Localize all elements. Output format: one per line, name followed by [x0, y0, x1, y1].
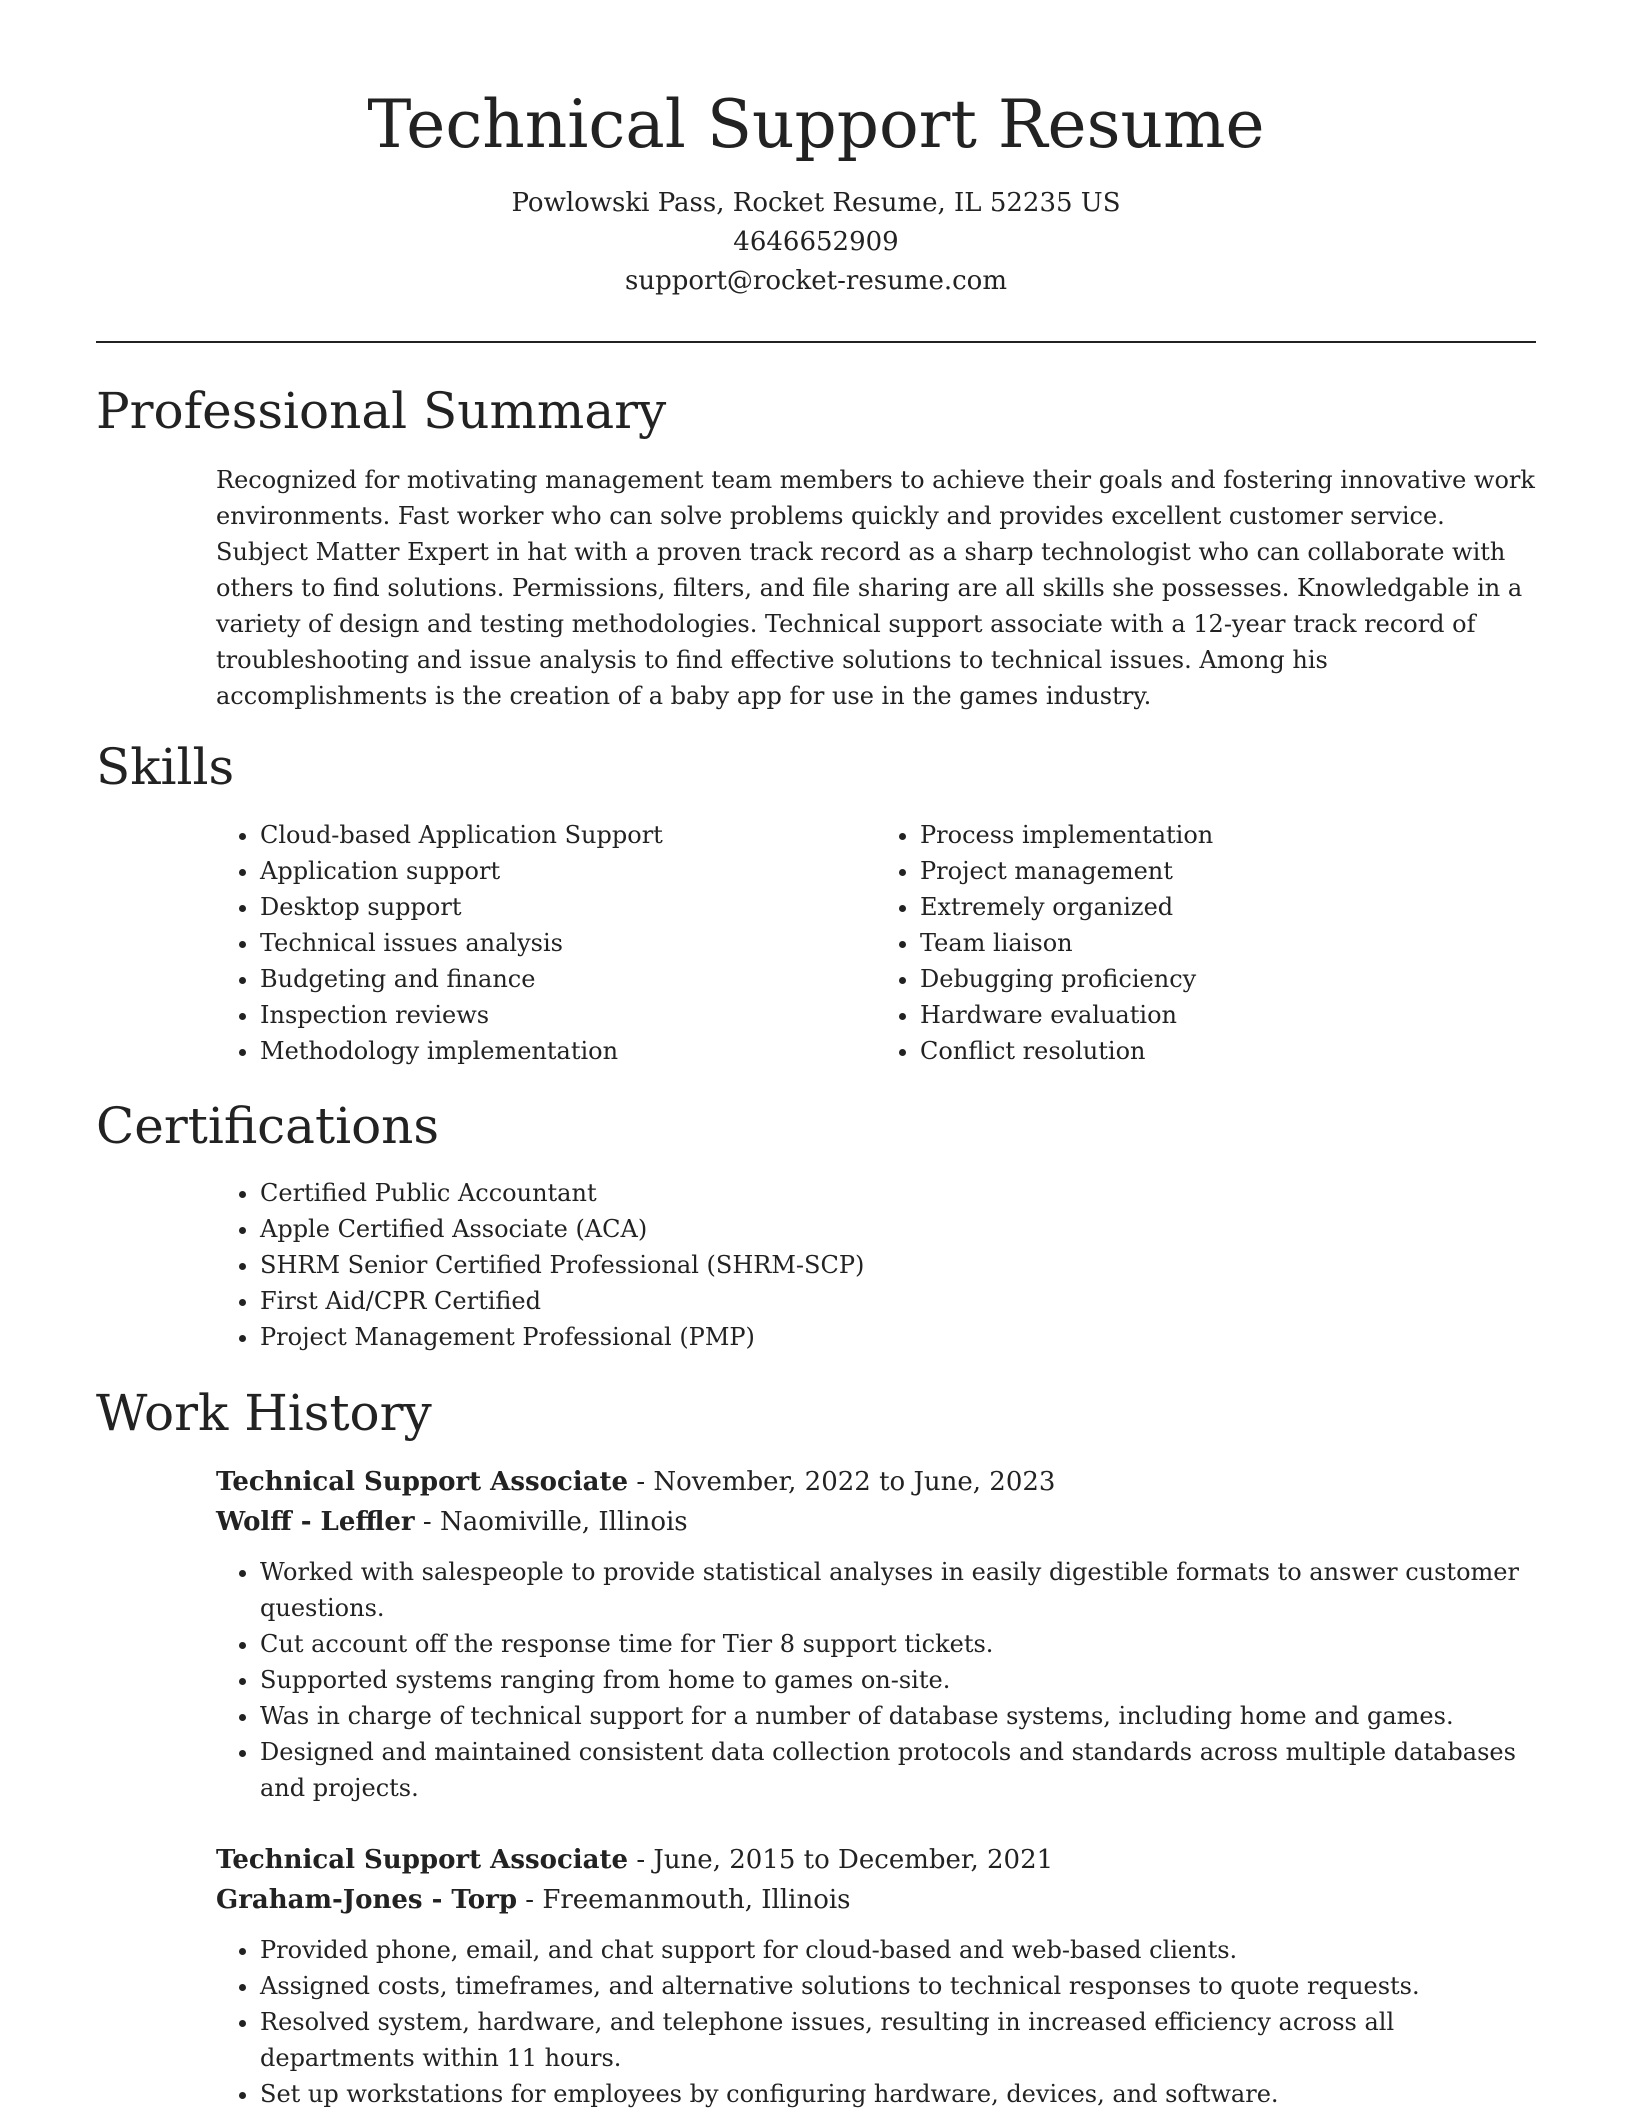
work-history-heading: Work History [96, 1384, 432, 1442]
job-entry [216, 1462, 1536, 1806]
job-bullets [216, 1932, 1536, 2112]
skill-item: • Hardware evaluation [920, 997, 1536, 1033]
skill-item: • Team liaison [920, 925, 1536, 961]
certification-item: • Project Management Professional (PMP) [260, 1319, 1536, 1355]
skill-item: • Desktop support [260, 889, 876, 925]
skill-item: • Project management [920, 853, 1536, 889]
job-title-line [216, 1462, 1536, 1502]
skills-column-left [216, 817, 876, 1069]
address: Powlowski Pass, Rocket Resume, IL 52235 US [511, 188, 1121, 218]
summary-heading: Professional Summary [96, 382, 667, 440]
resume-header [96, 80, 1536, 301]
job-bullet: • Designed and maintained consistent data collection protocols and standards across multiple databases and projects. [260, 1734, 1536, 1806]
skill-item: • Cloud-based Application Support [260, 817, 876, 853]
job-company: Graham-Jones - Torp [216, 1885, 518, 1915]
certifications-heading: Certifications [96, 1097, 440, 1155]
skill-item: • Debugging proficiency [920, 961, 1536, 997]
job-bullet: • Supported systems ranging from home to games on-site. [260, 1662, 1536, 1698]
job-company-line [216, 1502, 1536, 1542]
job-bullets [216, 1554, 1536, 1806]
job-dates: - June, 2015 to December, 2021 [628, 1845, 1054, 1875]
job-location: - Naomiville, Illinois [414, 1507, 688, 1537]
job-title: Technical Support Associate [216, 1467, 629, 1497]
skills-list [216, 817, 1536, 1069]
skill-item: • Methodology implementation [260, 1033, 876, 1069]
certification-item: • Certified Public Accountant [260, 1175, 1536, 1211]
skill-item: • Budgeting and finance [260, 961, 876, 997]
skills-heading: Skills [96, 738, 235, 796]
summary-text: Recognized for motivating management team members to achieve their goals and fostering innovative work environments. Fast worker who can solve problems quickly and provides excellent customer service. Subject Matter Expert in hat with a proven track record as a sharp technologist who can collaborate with others to find solutions. Permissions, filters, and file sharing are all skills she possesses. Knowledgable in a variety of design and testing methodologies. Technical support associate with a 12-year track record of troubleshooting and issue analysis to find effective solutions to technical issues. Among his accomplishments is the creation of a baby app for use in the games industry. [216, 466, 1535, 710]
job-bullet: • Provided phone, email, and chat support for cloud-based and web-based clients. [260, 1932, 1536, 1968]
email-address: support@rocket-resume.com [624, 266, 1007, 296]
job-title-line [216, 1840, 1536, 1880]
phone-number: 4646652909 [733, 227, 899, 257]
contact-info [96, 184, 1536, 301]
certifications-list [216, 1175, 1536, 1355]
job-bullet: • Resolved system, hardware, and telephone issues, resulting in increased efficiency across all departments within 11 hours. [260, 2004, 1536, 2076]
certification-item: • Apple Certified Associate (ACA) [260, 1211, 1536, 1247]
job-company-line [216, 1880, 1536, 1920]
job-company: Wolff - Leffler [216, 1507, 415, 1537]
skill-item: • Process implementation [920, 817, 1536, 853]
skill-item: • Extremely organized [920, 889, 1536, 925]
job-bullet: • Was in charge of technical support for a number of database systems, including home and games. [260, 1698, 1536, 1734]
job-bullet: • Worked with salespeople to provide statistical analyses in easily digestible formats to answer customer questions. [260, 1554, 1536, 1626]
skills-column-right [876, 817, 1536, 1069]
job-bullet: • Assigned costs, timeframes, and alternative solutions to technical responses to quote requests. [260, 1968, 1536, 2004]
job-bullet: • Cut account off the response time for Tier 8 support tickets. [260, 1626, 1536, 1662]
job-entry [216, 1840, 1536, 2112]
skill-item: • Technical issues analysis [260, 925, 876, 961]
header-divider [96, 341, 1536, 343]
certification-item: • SHRM Senior Certified Professional (SHRM-SCP) [260, 1247, 1536, 1283]
job-title: Technical Support Associate [216, 1845, 629, 1875]
job-bullet: • Set up workstations for employees by configuring hardware, devices, and software. [260, 2076, 1536, 2112]
skill-item: • Inspection reviews [260, 997, 876, 1033]
certification-item: • First Aid/CPR Certified [260, 1283, 1536, 1319]
certifications-items [216, 1175, 1536, 1355]
skill-item: • Conflict resolution [920, 1033, 1536, 1069]
job-location: - Freemanmouth, Illinois [517, 1885, 851, 1915]
page-title: Technical Support Resume [367, 86, 1265, 163]
skill-item: • Application support [260, 853, 876, 889]
job-dates: - November, 2022 to June, 2023 [628, 1467, 1056, 1497]
